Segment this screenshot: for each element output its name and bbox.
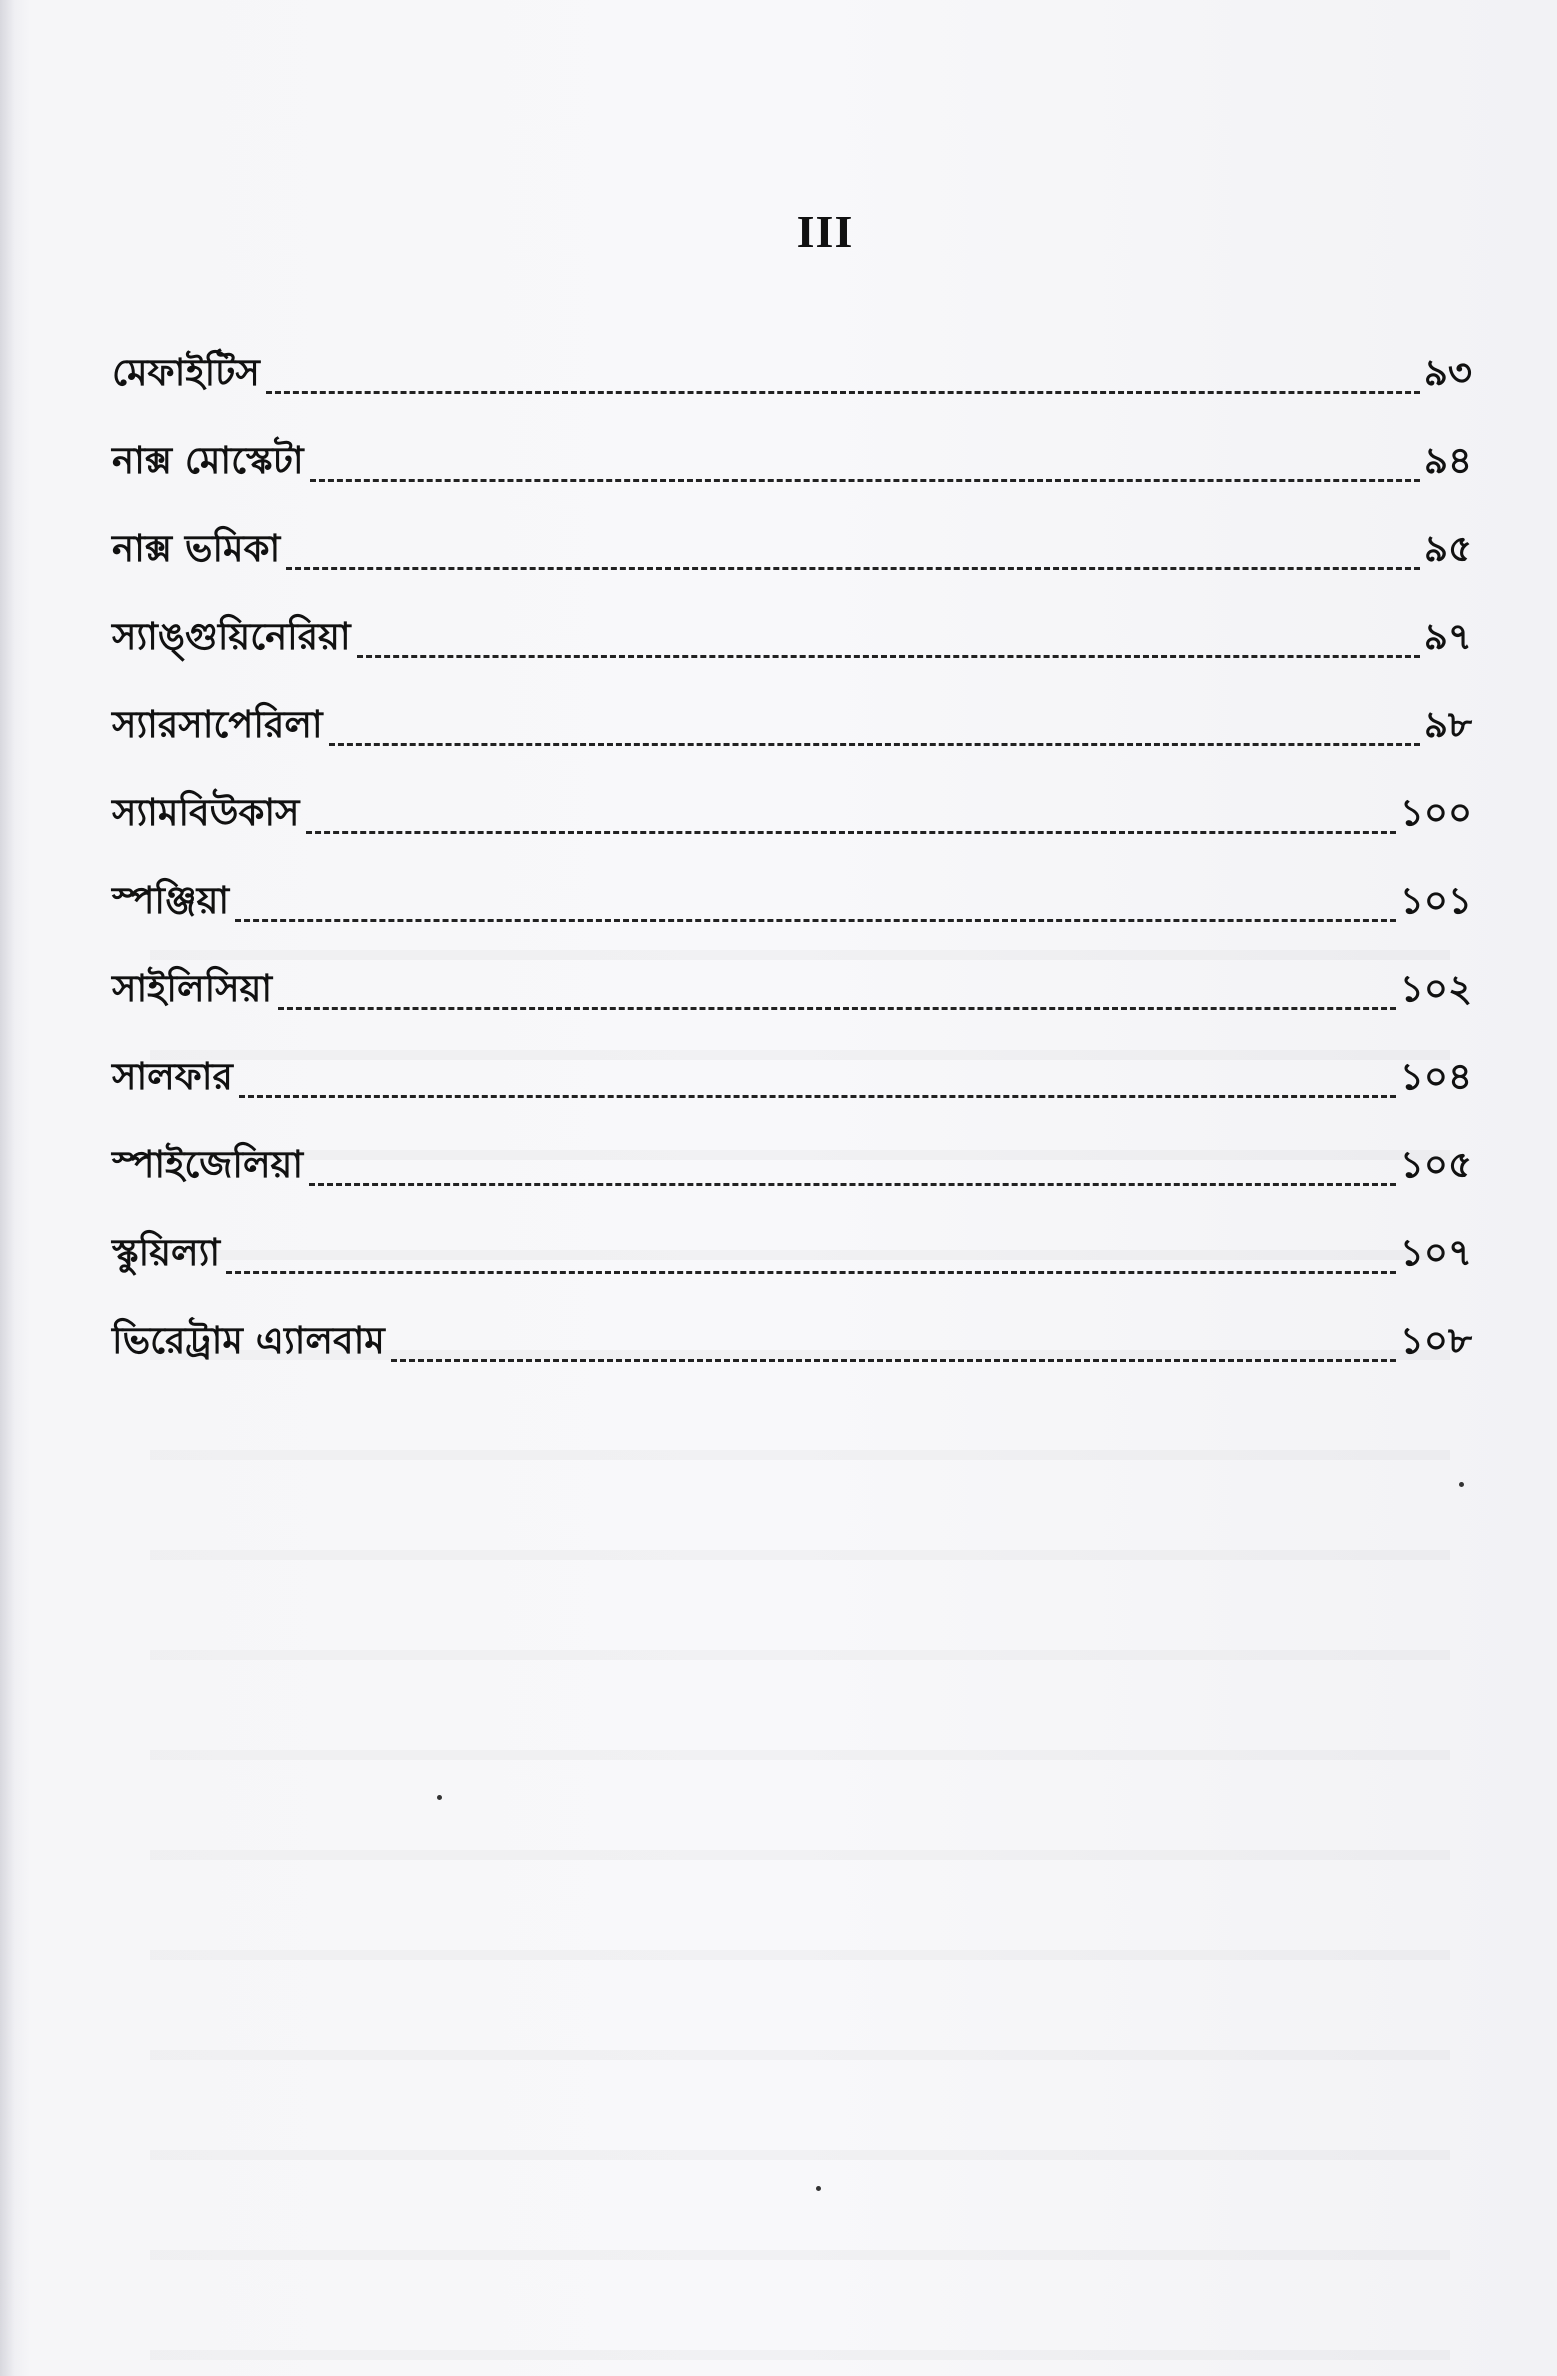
show-through-line: [150, 1760, 1450, 1860]
toc-entry: [112, 494, 1472, 582]
toc-entry-title: স্যাঙ্গুয়িনেরিয়া: [112, 615, 351, 658]
toc-entry-title: স্যামবিউকাস: [112, 791, 300, 834]
toc-entry-page: ১০৭: [1399, 1231, 1472, 1274]
toc-entry-title: স্যারসাপেরিলা: [112, 703, 323, 746]
toc-leader-dashes: [278, 1007, 1396, 1010]
toc-entry-title: ভিরেট্রাম এ্যালবাম: [112, 1319, 385, 1362]
toc-leader-dashes: [309, 1183, 1396, 1186]
toc-leader-dashes: [226, 1271, 1396, 1274]
toc-entry-title: সাইলিসিয়া: [112, 967, 273, 1010]
toc-entry-title: সালফার: [112, 1055, 233, 1098]
toc-leader-dashes: [266, 391, 1420, 394]
toc-entry: [112, 406, 1472, 494]
show-through-line: [150, 1860, 1450, 1960]
show-through-line: [150, 1460, 1450, 1560]
toc-entry-title: স্পঞ্জিয়া: [112, 879, 230, 922]
toc-entry-page: ৯৭: [1423, 615, 1472, 658]
toc-entry-page: ৯৮: [1423, 703, 1472, 746]
ink-speck: [1459, 1482, 1464, 1487]
show-through-line: [150, 1660, 1450, 1760]
toc-entry: [112, 582, 1472, 670]
toc-entry: [112, 846, 1472, 934]
toc-leader-dashes: [310, 479, 1420, 482]
toc-leader-dashes: [329, 743, 1420, 746]
ink-speck: [437, 1795, 442, 1800]
toc-entry-page: ১০১: [1399, 879, 1472, 922]
toc-entry: [112, 670, 1472, 758]
toc-entry-page: ৯৫: [1423, 527, 1472, 570]
show-through-line: [150, 2160, 1450, 2260]
show-through-line: [150, 2060, 1450, 2160]
toc-entry-title: স্কুয়িল্যা: [112, 1231, 221, 1274]
page-binding-edge: [0, 0, 14, 2376]
toc-entry-title: স্পাইজেলিয়া: [112, 1143, 304, 1186]
toc-entry: [112, 758, 1472, 846]
toc-entry: [112, 1198, 1472, 1286]
toc-entry-page: ১০২: [1399, 967, 1472, 1010]
toc-entry-page: ৯৪: [1423, 439, 1472, 482]
toc-entry-page: ১০৮: [1399, 1319, 1472, 1362]
toc-entry: [112, 934, 1472, 1022]
toc-entry: [112, 318, 1472, 406]
toc-entry: [112, 1110, 1472, 1198]
show-through-line: [150, 2260, 1450, 2360]
ink-speck: [816, 2186, 821, 2191]
toc-leader-dashes: [306, 831, 1396, 834]
toc-entry: [112, 1022, 1472, 1110]
table-of-contents: [112, 318, 1472, 1374]
toc-entry-title: নাক্স মোস্কেটা: [112, 439, 304, 482]
toc-entry: [112, 1286, 1472, 1374]
toc-leader-dashes: [357, 655, 1420, 658]
show-through-line: [150, 1960, 1450, 2060]
toc-leader-dashes: [286, 567, 1420, 570]
toc-entry-title: নাক্স ভমিকা: [112, 527, 281, 570]
page-number: III: [796, 206, 854, 257]
show-through-line: [150, 1360, 1450, 1460]
toc-entry-page: ৯৩: [1423, 351, 1472, 394]
show-through-line: [150, 1560, 1450, 1660]
toc-leader-dashes: [391, 1359, 1396, 1362]
toc-leader-dashes: [239, 1095, 1396, 1098]
toc-entry-page: ১০০: [1399, 791, 1472, 834]
toc-entry-page: ১০৫: [1399, 1143, 1472, 1186]
toc-entry-page: ১০৪: [1399, 1055, 1472, 1098]
toc-leader-dashes: [235, 919, 1396, 922]
toc-entry-title: মেফাইটিস: [112, 351, 260, 394]
